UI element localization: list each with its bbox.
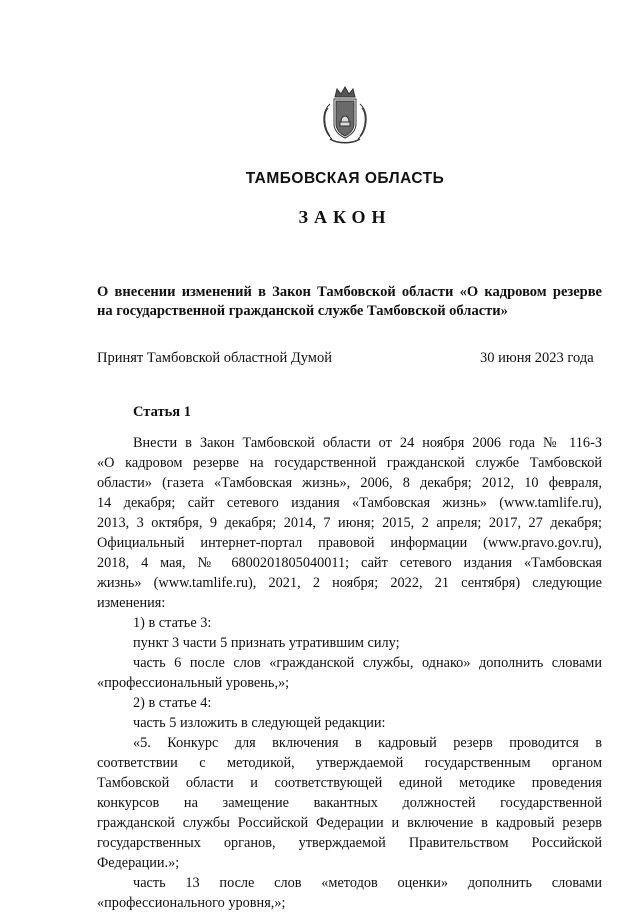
law-title-line: О внесении изменений в Закон Тамбовской области «О кадровом резерве	[97, 284, 602, 300]
body-line: часть 5 изложить в следующей редакции:	[133, 715, 386, 731]
law-title-line: на государственной гражданской службе Тамбовской области»	[97, 303, 508, 319]
adopted-by: Принят Тамбовской областной Думой	[97, 350, 332, 366]
body-line: пункт 3 части 5 признать утратившим силу;	[133, 635, 400, 651]
body-line: конкурсов на замещение вакантных должностей государственной	[97, 795, 602, 811]
article-heading: Статья 1	[133, 404, 191, 420]
body-line: жизнь» (www.tamlife.ru), 2021, 2 ноября; 2022, 21 сентября) следующие	[97, 575, 602, 591]
body-line: Официальный интернет-портал правовой информации (www.pravo.gov.ru),	[97, 535, 602, 551]
body-line: 1) в статье 3:	[133, 615, 212, 631]
body-line: часть 13 после слов «методов оценки» дополнить словами	[133, 875, 602, 891]
body-line: часть 6 после слов «гражданской службы, однако» дополнить словами	[133, 655, 602, 671]
body-line: 2) в статье 4:	[133, 695, 212, 711]
adoption-date: 30 июня 2023 года	[480, 350, 594, 366]
body-line: государственных органов, утверждаемой Правительством Российской	[97, 835, 602, 851]
body-line: Внести в Закон Тамбовской области от 24 ноября 2006 года № 116-З	[133, 435, 602, 451]
body-line: «профессионального уровня,»;	[97, 895, 286, 911]
article-body	[97, 433, 602, 913]
body-line: «5. Конкурс для включения в кадровый резерв проводится в	[133, 735, 602, 751]
body-line: гражданской службы Российской Федерации и включение в кадровый резерв	[97, 815, 602, 831]
coat-of-arms-emblem	[318, 84, 372, 146]
body-line: 14 декабря; сайт сетевого издания «Тамбовская жизнь» (www.tamlife.ru),	[97, 495, 602, 511]
document-type: ЗАКОН	[298, 207, 392, 227]
law-title	[97, 283, 602, 321]
body-line: «профессиональный уровень,»;	[97, 675, 290, 691]
body-line: 2013, 3 октября, 9 декабря; 2014, 7 июня; 2015, 2 апреля; 2017, 27 декабря;	[97, 515, 602, 531]
region-name: ТАМБОВСКАЯ ОБЛАСТЬ	[245, 170, 445, 187]
body-line: изменения:	[97, 595, 166, 611]
body-line: Федерации.»;	[97, 855, 180, 871]
body-line: соответствии с методикой, утверждаемой государственным органом	[97, 755, 602, 771]
body-line: 2018, 4 мая, № 6800201805040011; сайт сетевого издания «Тамбовская	[97, 555, 602, 571]
body-line: «О кадровом резерве на государственной гражданской службе Тамбовской	[97, 455, 602, 471]
body-line: Тамбовской области и соответствующей единой методике проведения	[97, 775, 602, 791]
body-line: области» (газета «Тамбовская жизнь», 2006, 8 декабря; 2012, 10 февраля,	[97, 475, 602, 491]
